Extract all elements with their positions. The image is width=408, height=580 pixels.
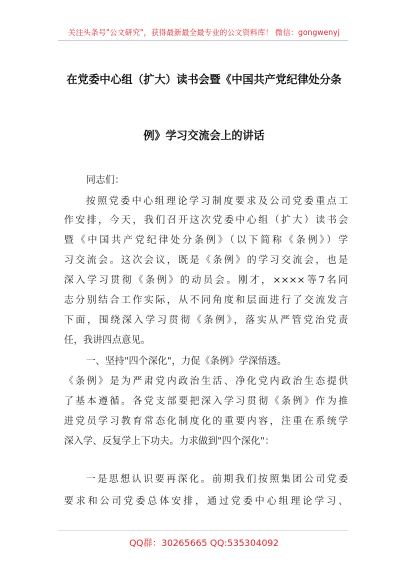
paragraph-line: 深入学、反复学上下功夫。力求做到"四个深化"： xyxy=(64,436,275,447)
document-title-line-1: 在党委中心组（扩大）读书会暨《中国共产党纪律处分条 xyxy=(66,73,342,86)
document-title-line-2: 例》学习交流会上的讲话 xyxy=(143,129,265,142)
paragraph-line: 了基本遵循。各党支部要把深入学习贯彻《条例》作为推 xyxy=(64,396,348,407)
header-divider xyxy=(58,40,348,41)
section-heading: 一、坚持"四个深化"，力促《条例》学深悟透。 xyxy=(86,356,287,367)
paragraph-line: 暨《中国共产党纪律处分条例》（以下简称《条例》）学 xyxy=(64,235,348,246)
paragraph-line: 作安排，今天，我们召开这次党委中心组（扩大）读书会 xyxy=(64,215,348,226)
paragraph-line: 按照党委中心组理论学习制度要求及公司党委重点工 xyxy=(86,196,348,207)
paragraph-line: 《条例》是为严肃党内政治生活、净化党内政治生态提供 xyxy=(64,376,348,387)
paragraph-line: 进党员学习教育常态化制度化的重要内容，注重在系统学 xyxy=(64,416,348,427)
paragraph-line: 下面，围绕深入学习贯彻《条例》，落实从严管党治党责 xyxy=(64,315,348,326)
footer-qq-contact: QQ群：30265665 QQ:535304092 xyxy=(129,539,279,549)
paragraph-line: 一是思想认识要再深化。前期我们按照集团公司党委 xyxy=(86,474,348,485)
paragraph-line: 志分别结合工作实际，从不同角度和层面进行了交流发言 xyxy=(64,295,348,306)
paragraph-line: 任，我讲四点意见。 xyxy=(64,335,151,346)
paragraph-line: 要求和公司党委总体安排，通过党委中心组理论学习、 xyxy=(64,496,348,507)
paragraph-line: 习交流会。这次会议，既是《条例》的学习交流会，也是 xyxy=(64,255,348,266)
header-banner: 关注头条号"公文研究"，获得最新最全最专业的公文资料库！ 微信：gongwenyj xyxy=(68,28,340,37)
paragraph-line: 深入学习贯彻《条例》的动员会。刚才，××××等7名同 xyxy=(64,275,348,286)
footer-divider xyxy=(58,530,348,531)
salutation: 同志们： xyxy=(86,175,125,186)
